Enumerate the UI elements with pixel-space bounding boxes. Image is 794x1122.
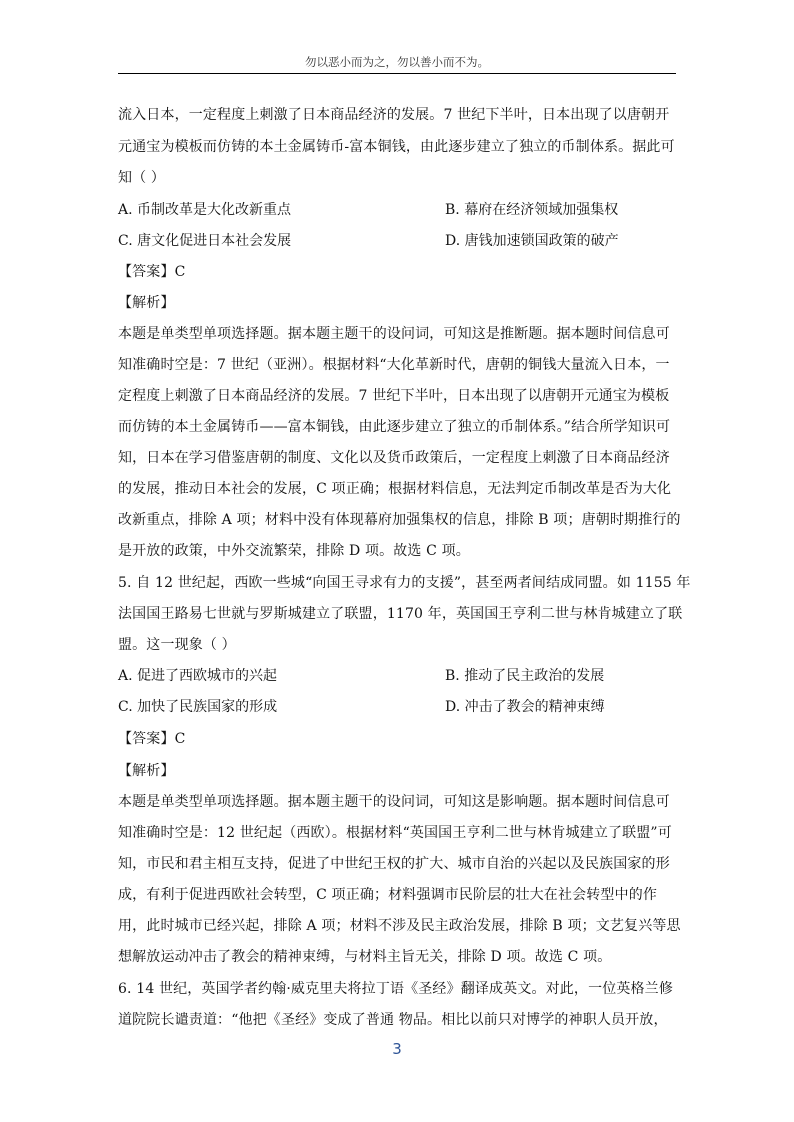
q5-stem-line: 法国国王路易七世就与罗斯城建立了联盟，1170 年，英国国王亨利二世与林肯城建立了联 [118,606,683,622]
q5-analysis-title: 【解析】 [118,763,175,779]
page-number: 3 [392,1040,402,1058]
q4-stem-line: 知（ ） [118,170,166,186]
q4-analysis-line: 知准确时空是：7 世纪（亚洲）。根据材料“大化革新时代，唐朝的铜钱大量流入日本，一 [118,357,670,373]
q5-analysis-line: 本题是单类型单项选择题。据本题主题干的设问词，可知这是影响题。据本题时间信息可 [118,794,670,810]
q5-option-b: B. 推动了民主政治的发展 [445,668,605,684]
q5-option-c: C. 加快了民族国家的形成 [118,699,278,715]
q4-analysis-line: 是开放的政策，中外交流繁荣，排除 D 项。故选 C 项。 [118,543,470,559]
q4-answer: 【答案】C [118,264,186,280]
q5-answer: 【答案】C [118,731,186,747]
q5-option-d: D. 冲击了教会的精神束缚 [445,699,605,715]
q5-analysis-line: 想解放运动冲击了教会的精神束缚，与材料主旨无关，排除 D 项。故选 C 项。 [118,949,612,965]
q5-analysis-line: 成，有利于促进西欧社会转型，C 项正确；材料强调市民阶层的壮大在社会转型中的作 [118,887,658,903]
q4-analysis-line: 改新重点，排除 A 项；材料中没有体现幕府加强集权的信息，排除 B 项；唐朝时期推行的 [118,512,681,528]
q6-stem-line: 道院院长谴责道：“他把《圣经》变成了普通 物品。相比以前只对博学的神职人员开放， [118,1012,668,1028]
header-divider [118,73,676,74]
q4-option-b: B. 幕府在经济领域加强集权 [445,202,619,218]
q4-analysis-line: 而仿铸的本土金属铸币——富本铜钱，由此逐步建立了独立的币制体系。”结合所学知识可 [118,419,671,435]
q4-analysis-line: 本题是单类型单项选择题。据本题主题干的设问词，可知这是推断题。据本题时间信息可 [118,326,670,342]
q5-analysis-line: 用，此时城市已经兴起，排除 A 项；材料不涉及民主政治发展，排除 B 项；文艺复兴等思 [118,918,681,934]
q4-analysis-line: 知，日本在学习借鉴唐朝的制度、文化以及货币政策后，一定程度上刺激了日本商品经济 [118,450,670,466]
q5-option-a: A. 促进了西欧城市的兴起 [118,668,278,684]
q4-option-d: D. 唐钱加速锁国政策的破产 [445,233,619,249]
q4-analysis-line: 定程度上刺激了日本商品经济的发展。7 世纪下半叶，日本出现了以唐朝开元通宝为模板 [118,388,670,404]
q6-stem-line: 6. 14 世纪，英国学者约翰·威克里夫将拉丁语《圣经》翻译成英文。对此，一位英格兰修 [118,981,673,997]
q4-stem-line: 流入日本，一定程度上刺激了日本商品经济的发展。7 世纪下半叶，日本出现了以唐朝开 [118,107,670,123]
q4-option-a: A. 币制改革是大化改新重点 [118,202,292,218]
q5-analysis-line: 知准确时空是：12 世纪起（西欧）。根据材料“英国国王亨利二世与林肯城建立了联盟”可 [118,825,672,841]
q5-analysis-line: 知，市民和君主相互支持，促进了中世纪王权的扩大、城市自治的兴起以及民族国家的形 [118,856,670,872]
q5-stem-line: 5. 自 12 世纪起，西欧一些城“向国王寻求有力的支援”，甚至两者间结成同盟。如 1155 年 [118,575,691,591]
q4-stem-line: 元通宝为模板而仿铸的本土金属铸币-富本铜钱，由此逐步建立了独立的币制体系。据此可 [118,139,675,155]
header-motto: 勿以恶小而为之，勿以善小而不为。 [305,55,489,69]
q4-option-c: C. 唐文化促进日本社会发展 [118,233,292,249]
q5-stem-line: 盟。这一现象（ ） [118,637,236,653]
q4-analysis-line: 的发展，推动日本社会的发展，C 项正确；根据材料信息，无法判定币制改革是否为大化 [118,481,672,497]
q4-analysis-title: 【解析】 [118,295,175,311]
